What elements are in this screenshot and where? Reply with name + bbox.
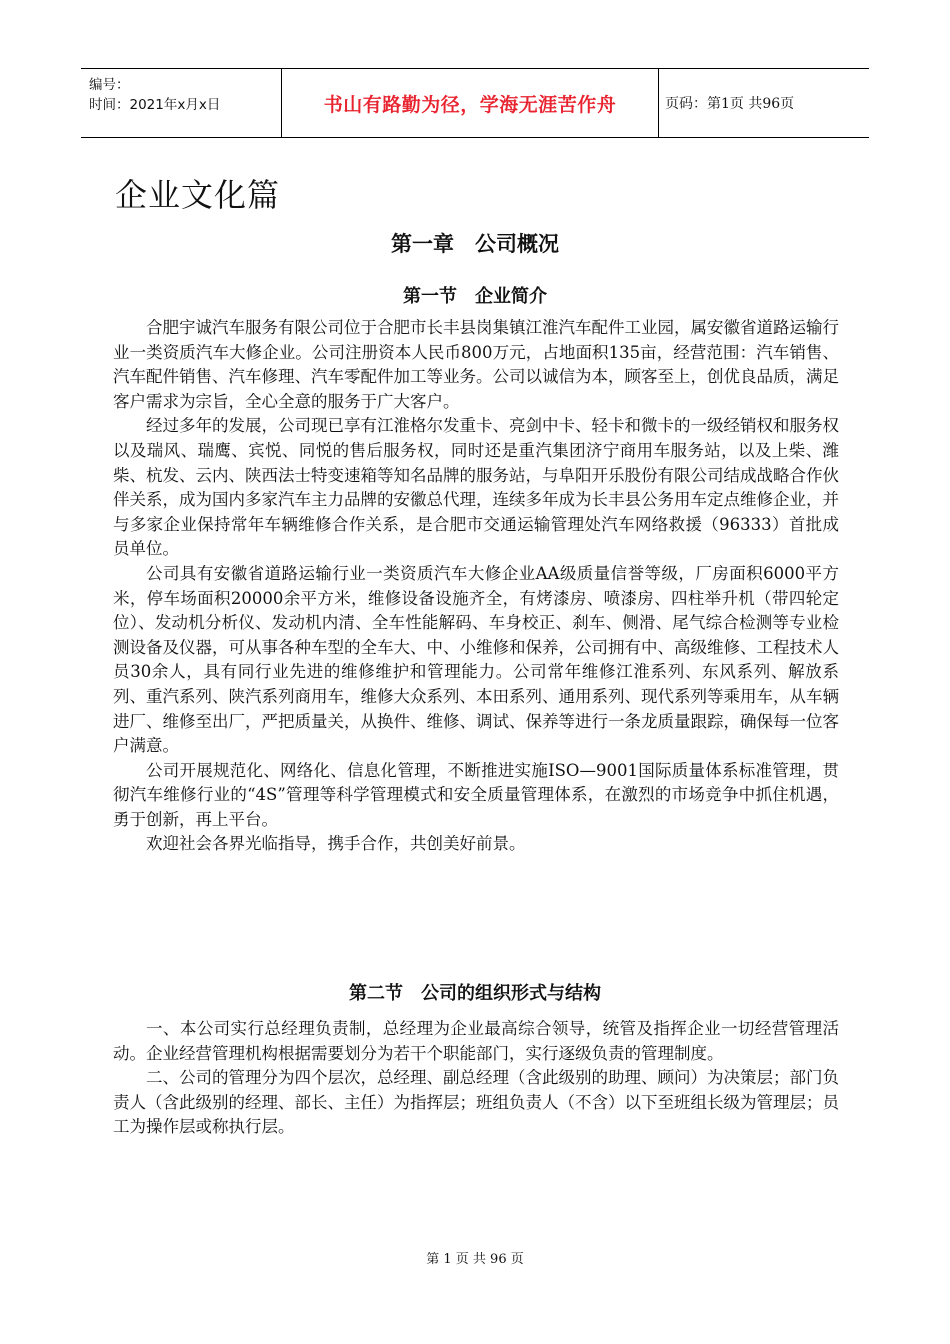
section-2-body [113,1017,839,1140]
header-motto-cell [281,69,659,137]
paragraph: 欢迎社会各界光临指导，携手合作，共创美好前景。 [146,834,526,854]
header-table [81,68,869,138]
paragraph: 一、本公司实行总经理负责制，总经理为企业最高综合领导，统管及指挥企业一切经营管理活动。企业经营管理机构根据需要划分为若干个职能部门，实行逐级负责的管理制度。 [113,1019,839,1063]
paragraph: 二、公司的管理分为四个层次，总经理、副总经理（含此级别的助理、顾问）为决策层；部门负责人（含此级别的经理、部长、主任）为指挥层；班组负责人（不含）以下至班组长级为管理层；员工为操作层或称执行层。 [113,1068,839,1137]
motto-text: 书山有路勤为径，学海无涯苦作舟 [323,93,617,116]
page-footer: 第 1 页 共 96 页 [426,1252,524,1267]
paragraph: 合肥宇诚汽车服务有限公司位于合肥市长丰县岗集镇江淮汽车配件工业园，属安徽省道路运输行业一类资质汽车大修企业。公司注册资本人民币800万元，占地面积135亩，经营范围：汽车销售、汽车配件销售、汽车修理、汽车零配件加工等业务。公司以诚信为本，顾客至上，创优良品质，满足客户需求为宗旨，全心全意的服务于广大客户。 [113,318,839,411]
document-title: 企业文化篇 [115,176,281,214]
section-1-body [113,316,839,857]
header-info-cell [81,69,281,137]
document-number-label: 编号： [89,77,130,93]
section-2-title: 第二节 公司的组织形式与结构 [349,983,601,1004]
paragraph: 经过多年的发展，公司现已享有江淮格尔发重卡、亮剑中卡、轻卡和微卡的一级经销权和服务权以及瑞风、瑞鹰、宾悦、同悦的售后服务权，同时还是重汽集团济宁商用车服务站，以及上柴、潍柴、杭发、云内、陕西法士特变速箱等知名品牌的服务站，与阜阳开乐股份有限公司结成战略合作伙伴关系，成为国内多家汽车主力品牌的安徽总代理，连续多年成为长丰县公务用车定点维修企业，并与多家企业保持常年车辆维修合作关系，是合肥市交通运输管理处汽车网络救援（96333）首批成员单位。 [113,416,839,559]
document-date-label: 时间：2021年x月x日 [89,97,221,113]
header-page-cell [659,69,869,137]
paragraph: 公司开展规范化、网络化、信息化管理，不断推进实施ISO—9001国际质量体系标准管理，贯彻汽车维修行业的“4S”管理等科学管理模式和安全质量管理体系，在激烈的市场竞争中抓住机遇，勇于创新，再上平台。 [113,760,839,829]
header-page-label: 页码：第1页 共96页 [665,96,795,112]
chapter-title: 第一章 公司概况 [391,232,559,256]
paragraph: 公司具有安徽省道路运输行业一类资质汽车大修企业AA级质量信誉等级，厂房面积6000平方米，停车场面积20000余平方米，维修设备设施齐全，有烤漆房、喷漆房、四柱举升机（带四轮定位）、发动机分析仪、发动机内清、全车性能解码、车身校正、刹车、侧滑、尾气综合检测等专业检测设备及仪器，可从事各种车型的全车大、中、小维修和保养，公司拥有中、高级维修、工程技术人员30余人，具有同行业先进的维修维护和管理能力。公司常年维修江淮系列、东风系列、解放系列、重汽系列、陕汽系列商用车，维修大众系列、本田系列、通用系列、现代系列等乘用车，从车辆进厂、维修至出厂，严把质量关，从换件、维修、调试、保养等进行一条龙质量跟踪，确保每一位客户满意。 [113,563,839,756]
section-1-title: 第一节 企业简介 [403,286,547,307]
